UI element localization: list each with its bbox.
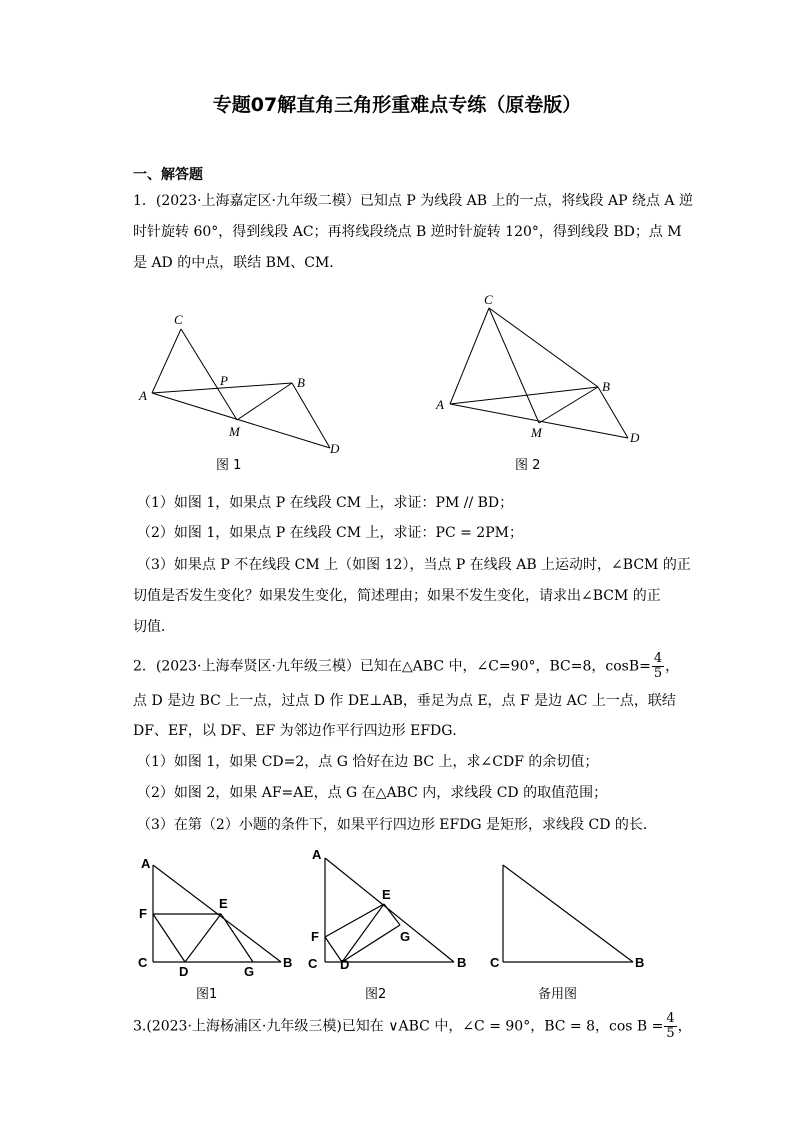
q1-f1-label-b: B [297, 375, 305, 390]
q2-f3-label-c: C [490, 955, 500, 970]
q2-f3-label-b: B [635, 955, 645, 970]
q2-fig3-caption: 备用图 [538, 987, 578, 1002]
q1-fig2-caption: 图 2 [515, 458, 541, 473]
q2-line-1-end: ， [665, 658, 680, 675]
q2-sub-2: （2）如图 2，如果 AF=AE，点 G 在△ABC 内，求线段 CD 的取值范围； [137, 785, 608, 801]
q3-line-1-text: 3.(2023·上海杨浦区·九年级三模)已知在 ∨ABC 中，∠C = 90°，BC = 8，cos B = [133, 1018, 664, 1035]
q2-f1-label-d: D [179, 964, 189, 979]
q2-f1-label-c: C [138, 955, 148, 970]
q1-sub-2: （2）如图 1，如果点 P 在线段 CM 上，求证：PC = 2PM； [137, 525, 523, 541]
q3-cos-denominator: 5 [666, 1026, 675, 1041]
q2-f1-label-b: B [283, 955, 293, 970]
q1-sub-1: （1）如图 1，如果点 P 在线段 CM 上，求证：PM // BD； [137, 495, 514, 511]
q1-text-line-2: 时针旋转 60°，得到线段 AC；再将线段绕点 B 逆时针旋转 120°，得到线段 BD；点 M [133, 224, 682, 240]
q2-f2-label-c: C [308, 956, 318, 971]
q1-f1-label-m: M [229, 424, 240, 439]
q2-f2-label-a: A [312, 847, 322, 862]
q2-f1-label-g: G [244, 964, 255, 979]
q1-fig1-caption: 图 1 [216, 458, 242, 473]
q2-f1-label-a: A [141, 856, 151, 871]
q1-sub-3-line-3: 切值． [133, 619, 175, 635]
q2-figure-2 [305, 848, 475, 1005]
q1-f1-label-p: P [220, 373, 228, 388]
q1-f1-label-c: C [174, 312, 183, 327]
q2-f1-label-f: F [139, 906, 147, 921]
q2-f2-label-d: D [340, 957, 350, 972]
q2-f1-label-e: E [219, 896, 228, 911]
q2-fig2-caption: 图2 [365, 987, 387, 1002]
q3-cos-fraction [664, 1012, 676, 1041]
q2-f2-label-b: B [457, 955, 467, 970]
q3-text-line-1 [133, 1012, 692, 1041]
q2-backup-figure [485, 855, 660, 1005]
q2-cos-fraction [652, 652, 664, 681]
q1-f2-label-d: D [630, 430, 640, 445]
q3-line-1-end: ， [677, 1018, 692, 1035]
q2-cos-numerator: 4 [653, 651, 663, 666]
q2-f2-label-e: E [382, 887, 391, 902]
q1-sub-3-line-1: （3）如果点 P 不在线段 CM 上（如图 12），当点 P 在线段 AB 上运动时，∠BCM 的正 [137, 557, 691, 573]
q2-line-1-text: 2．(2023·上海奉贤区·九年级三模）已知在△ABC 中，∠C=90°，BC=8，cosB= [133, 658, 651, 675]
q2-text-line-1 [133, 652, 679, 681]
q1-f2-label-c: C [484, 292, 493, 307]
q2-cos-denominator: 5 [653, 666, 663, 681]
q2-sub-1: （1）如图 1，如果 CD=2，点 G 恰好在边 BC 上，求∠CDF 的余切值； [137, 754, 599, 770]
q1-text-line-3: 是 AD 的中点，联结 BM、CM． [133, 255, 344, 271]
section-heading: 一、解答题 [133, 167, 203, 183]
q2-f2-label-g: G [400, 929, 411, 944]
q2-sub-3: （3）在第（2）小题的条件下，如果平行四边形 EFDG 是矩形，求线段 CD 的长． [137, 817, 657, 833]
q1-f1-label-a: A [139, 388, 147, 403]
q3-cos-numerator: 4 [666, 1011, 675, 1026]
q1-figure-1 [130, 305, 360, 480]
q1-f2-label-b: B [602, 379, 610, 394]
q2-text-line-3: DF、EF，以 DF、EF 为邻边作平行四边形 EFDG． [133, 723, 467, 739]
q2-f2-label-f: F [311, 929, 319, 944]
q1-sub-3-line-2: 切值是否发生变化？如果发生变化，简述理由；如果不发生变化，请求出∠BCM 的正 [133, 588, 661, 604]
q1-f2-label-m: M [531, 425, 542, 440]
q1-text-line-1: 1．(2023·上海嘉定区·九年级二模）已知点 P 为线段 AB 上的一点，将线段 AP 绕点 A 逆 [133, 193, 693, 209]
q1-f2-label-a: A [436, 397, 444, 412]
q2-text-line-2: 点 D 是边 BC 上一点，过点 D 作 DE⊥AB，垂足为点 E，点 F 是边 AC 上一点，联结 [133, 693, 676, 709]
q1-f1-label-d: D [330, 441, 340, 456]
q2-figure-1 [135, 855, 300, 1005]
page-title: 专题07解直角三角形重难点专练（原卷版） [212, 94, 582, 116]
q1-figure-2 [430, 290, 660, 475]
q2-fig1-caption: 图1 [196, 987, 218, 1002]
